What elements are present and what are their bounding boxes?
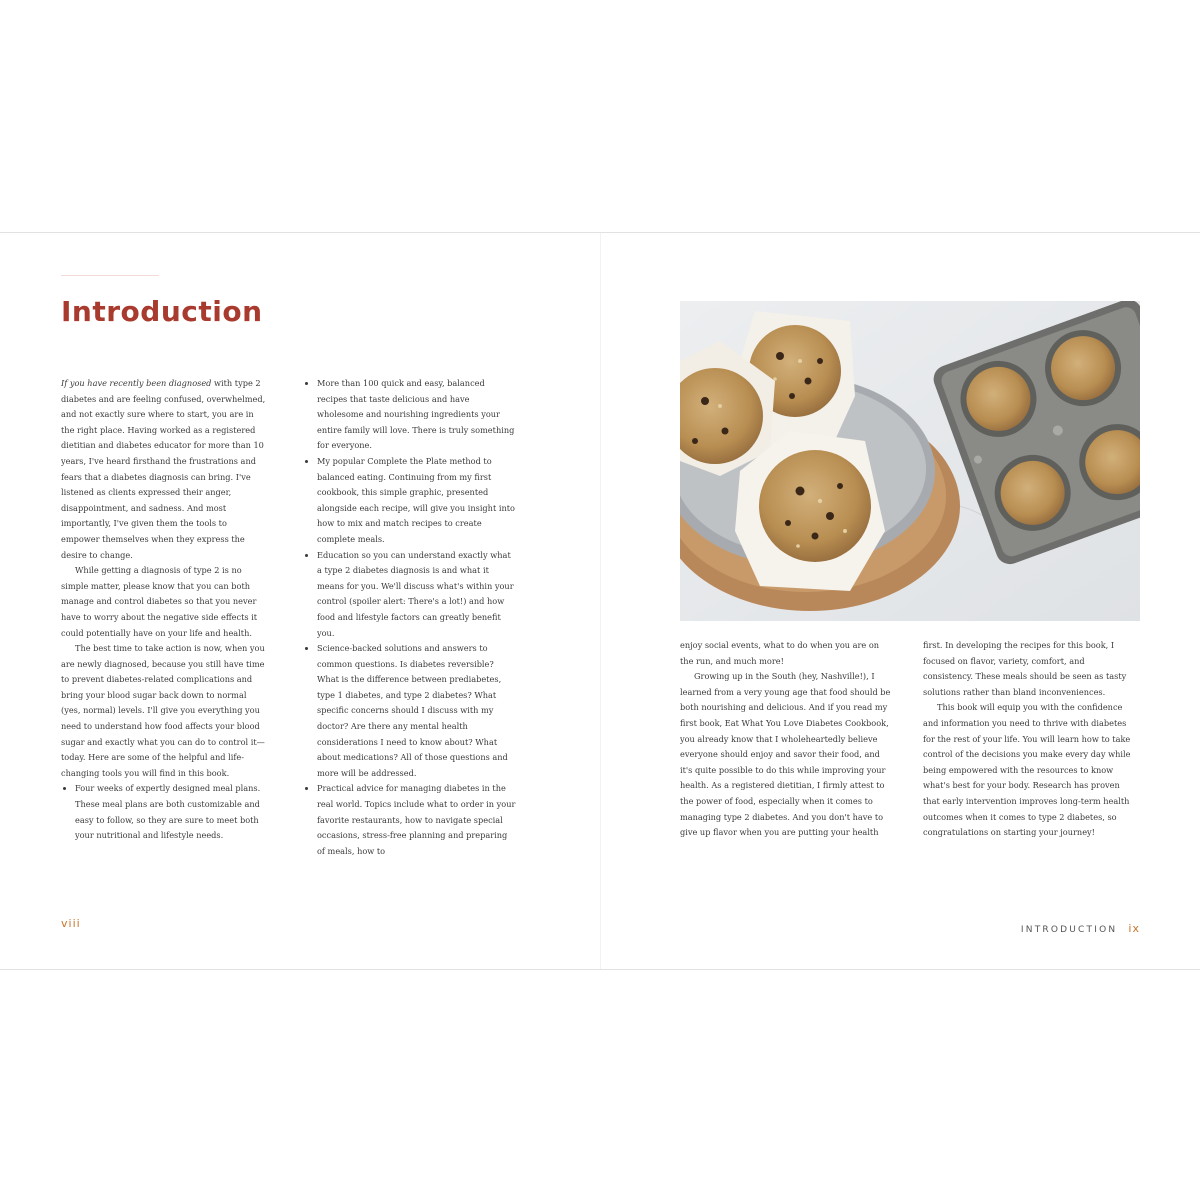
muffin-photo <box>680 301 1140 621</box>
intro-paragraph-3: The best time to take action is now, when you are newly diagnosed, because you still have time to prevent diabetes-related complications and bring your blood sugar back down to normal (yes, normal) levels. I'll give you everything you need to understand how food affects your blood sugar and exactly what you can do to control it—today. Here are some of the helpful and life-changing tools you will find in this book. <box>61 643 265 778</box>
text-column-4 <box>923 638 1137 841</box>
tool-list <box>61 781 267 843</box>
page-footer-right <box>1021 917 1140 936</box>
page-title: Introduction <box>61 295 263 328</box>
body-paragraph: enjoy social events, what to do when you are on the run, and much more! <box>680 640 880 666</box>
title-rule <box>61 275 159 276</box>
list-item: • Practical advice for managing diabetes in the real world. Topics include what to order in your favorite restaurants, how to navigate special occasions, stress-free planning and preparing of meals, how to <box>317 781 517 859</box>
intro-paragraph-1-body: with type 2 diabetes and are feeling confused, overwhelmed, and not exactly sure where to start, you are in the right place. Having worked as a registered dietitian and diabetes educator for more than 10 years, I've heard firsthand the frustrations and fears that a diabetes diagnosis can bring. I've listened as clients expressed their anger, disappointment, and sadness. And most importantly, I've given them the tools to empower themselves when they express the desire to change. <box>61 378 266 560</box>
text-column-3 <box>680 638 894 841</box>
book-spread <box>0 232 1200 970</box>
body-paragraph: Growing up in the South (hey, Nashville!), I learned from a very young age that food should be both nourishing and delicious. And if you read my first book, Eat What You Love Diabetes Cookbook, you already know that I wholeheartedly believe everyone should enjoy and savor their food, and it's quite possible to do this while improving your health. As a registered dietitian, I firmly attest to the power of food, especially when it comes to managing type 2 diabetes. And you don't have to give up flavor when you are putting your health <box>680 671 891 838</box>
body-paragraph: This book will equip you with the confidence and information you need to thrive with diabetes for the rest of your life. You will learn how to take control of the decisions you make every day while being empowered with the resources to know what's best for your body. Research has proven that early intervention improves long-term health outcomes when it comes to type 2 diabetes, so congratulations on starting your journey! <box>923 702 1131 838</box>
page-number-left: viii <box>61 917 81 930</box>
text-column-2 <box>303 376 517 859</box>
running-head: INTRODUCTION <box>1020 925 1118 935</box>
list-item: • Education so you can understand exactly what a type 2 diabetes diagnosis is and what it means for you. We'll discuss what's within your control (spoiler alert: There's a lot!) and how food and lifestyle factors can greatly benefit you. <box>317 548 517 642</box>
intro-paragraph-1 <box>61 376 267 563</box>
page-gutter <box>600 233 601 969</box>
lead-in: If you have recently been diagnosed <box>61 378 212 388</box>
list-item: • More than 100 quick and easy, balanced recipes that taste delicious and have wholesome and nourishing ingredients your entire family will love. There is truly something for everyone. <box>317 376 517 454</box>
list-item: • Four weeks of expertly designed meal plans. These meal plans are both customizable and easy to follow, so they are sure to meet both your nutritional and lifestyle needs. <box>75 781 267 843</box>
page-number-right: ix <box>1128 922 1140 935</box>
text-column-1 <box>61 376 267 844</box>
intro-paragraph-2: While getting a diagnosis of type 2 is no simple matter, please know that you can both manage and control diabetes so that you never have to worry about the negative side effects it could potentially have on your life and health. <box>61 565 258 638</box>
list-item: • Science-backed solutions and answers to common questions. Is diabetes reversible? What is the difference between prediabetes, type 1 diabetes, and type 2 diabetes? What specific concerns should I discuss with my doctor? Are there any mental health considerations I need to know about? What about medications? All of those questions and more will be addressed. <box>317 641 517 781</box>
tool-list-continued <box>303 376 517 859</box>
list-item: • My popular Complete the Plate method to balanced eating. Continuing from my first cookbook, this simple graphic, presented alongside each recipe, will give you insight into how to mix and match recipes to create complete meals. <box>317 454 517 548</box>
body-paragraph: first. In developing the recipes for this book, I focused on flavor, variety, comfort, and consistency. These meals should be seen as tasty solutions rather than bland inconveniences. <box>923 640 1127 697</box>
